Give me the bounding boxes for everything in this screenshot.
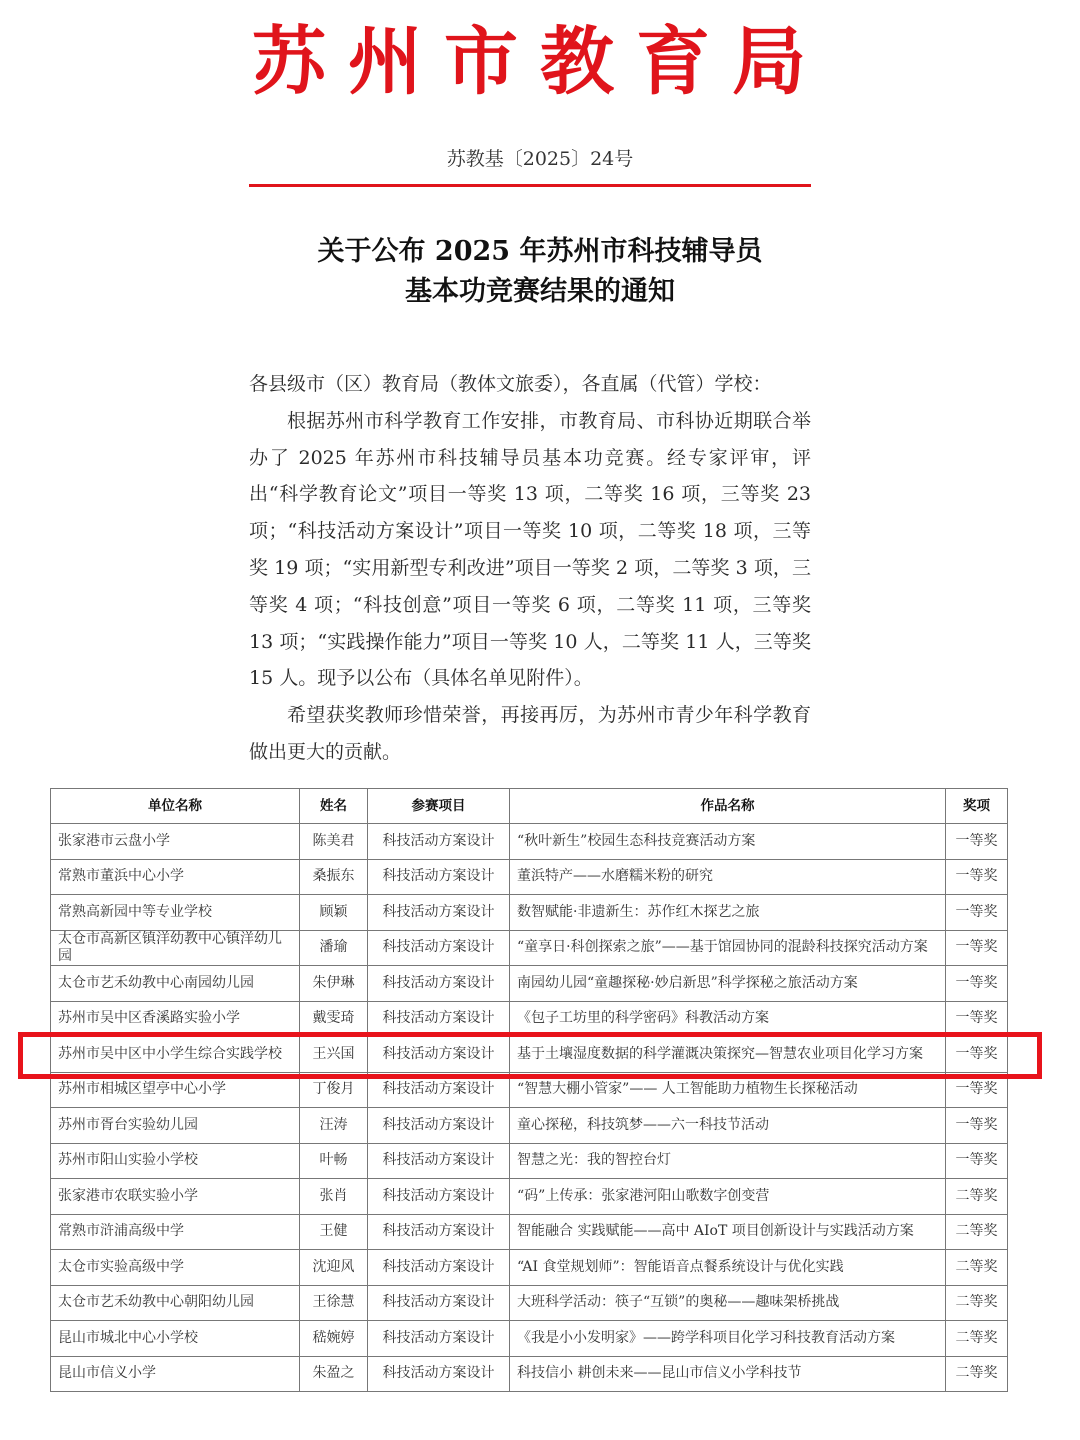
column-header-work: 作品名称 <box>510 789 946 824</box>
unit-cell: 昆山市信义小学 <box>51 1356 300 1392</box>
unit-cell: 苏州市相城区望亭中心小学 <box>51 1072 300 1108</box>
award-cell: 一等奖 <box>946 859 1008 895</box>
award-cell: 一等奖 <box>946 966 1008 1002</box>
project-cell: 科技活动方案设计 <box>368 895 510 931</box>
project-cell: 科技活动方案设计 <box>368 966 510 1002</box>
work-cell: 《我是小小发明家》——跨学科项目化学习科技教育活动方案 <box>510 1321 946 1357</box>
name-cell: 朱盈之 <box>300 1356 368 1392</box>
name-cell: 沈迎风 <box>300 1250 368 1286</box>
award-cell: 二等奖 <box>946 1356 1008 1392</box>
name-cell: 王徐慧 <box>300 1285 368 1321</box>
unit-cell: 常熟市董浜中心小学 <box>51 859 300 895</box>
work-cell: 基于土壤湿度数据的科学灌溉决策探究—智慧农业项目化学习方案 <box>510 1037 946 1073</box>
table-row <box>51 1356 1008 1392</box>
table-row <box>51 824 1008 860</box>
table-row <box>51 1179 1008 1215</box>
project-cell: 科技活动方案设计 <box>368 1072 510 1108</box>
name-cell: 丁俊月 <box>300 1072 368 1108</box>
project-cell: 科技活动方案设计 <box>368 1321 510 1357</box>
awards-table <box>50 788 1008 1392</box>
project-cell: 科技活动方案设计 <box>368 1250 510 1286</box>
name-cell: 张肖 <box>300 1179 368 1215</box>
unit-cell: 张家港市云盘小学 <box>51 824 300 860</box>
project-cell: 科技活动方案设计 <box>368 824 510 860</box>
project-cell: 科技活动方案设计 <box>368 930 510 966</box>
highlight-box <box>18 1032 1042 1079</box>
work-cell: 数智赋能·非遗新生：苏作红木探艺之旅 <box>510 895 946 931</box>
award-cell: 二等奖 <box>946 1321 1008 1357</box>
project-cell: 科技活动方案设计 <box>368 859 510 895</box>
unit-cell: 太仓市艺禾幼教中心南园幼儿园 <box>51 966 300 1002</box>
work-cell: “童享日·科创探索之旅”——基于馆园协同的混龄科技探究活动方案 <box>510 930 946 966</box>
column-header-award: 奖项 <box>946 789 1008 824</box>
award-cell: 一等奖 <box>946 1108 1008 1144</box>
name-cell: 桑振东 <box>300 859 368 895</box>
project-cell: 科技活动方案设计 <box>368 1001 510 1037</box>
red-divider <box>249 184 811 187</box>
issuer-title: 苏州市教育局 <box>252 19 828 105</box>
document-number: 苏教基〔2025〕24号 <box>446 148 634 170</box>
name-cell: 戴雯琦 <box>300 1001 368 1037</box>
award-cell: 一等奖 <box>946 1001 1008 1037</box>
column-header-unit: 单位名称 <box>51 789 300 824</box>
unit-cell: 太仓市艺禾幼教中心朝阳幼儿园 <box>51 1285 300 1321</box>
unit-cell: 常熟高新园中等专业学校 <box>51 895 300 931</box>
notice-title <box>0 232 1080 312</box>
table-row <box>51 1250 1008 1286</box>
unit-cell: 苏州市吴中区香溪路实验小学 <box>51 1001 300 1037</box>
work-cell: 科技信小 耕创未来——昆山市信义小学科技节 <box>510 1356 946 1392</box>
award-cell: 一等奖 <box>946 1037 1008 1073</box>
table-row <box>51 1143 1008 1179</box>
table-row <box>51 895 1008 931</box>
work-cell: “码”上传承：张家港河阳山歌数字创变营 <box>510 1179 946 1215</box>
column-header-project: 参赛项目 <box>368 789 510 824</box>
name-cell: 嵇婉婷 <box>300 1321 368 1357</box>
project-cell: 科技活动方案设计 <box>368 1143 510 1179</box>
name-cell: 王健 <box>300 1214 368 1250</box>
unit-cell: 昆山市城北中心小学校 <box>51 1321 300 1357</box>
project-cell: 科技活动方案设计 <box>368 1214 510 1250</box>
table-row <box>51 1285 1008 1321</box>
unit-cell: 苏州市吴中区中小学生综合实践学校 <box>51 1037 300 1073</box>
award-cell: 一等奖 <box>946 824 1008 860</box>
work-cell: 董浜特产——水磨糯米粉的研究 <box>510 859 946 895</box>
table-row <box>51 1214 1008 1250</box>
name-cell: 王兴国 <box>300 1037 368 1073</box>
work-cell: 智能融合 实践赋能——高中 AIoT 项目创新设计与实践活动方案 <box>510 1214 946 1250</box>
notice-title-line-1: 关于公布 2025 年苏州市科技辅导员 <box>317 236 763 267</box>
award-cell: 一等奖 <box>946 1143 1008 1179</box>
name-cell: 顾颖 <box>300 895 368 931</box>
column-header-name: 姓名 <box>300 789 368 824</box>
project-cell: 科技活动方案设计 <box>368 1037 510 1073</box>
notice-title-line-2: 基本功竞赛结果的通知 <box>405 276 675 307</box>
table-row <box>51 930 1008 966</box>
project-cell: 科技活动方案设计 <box>368 1179 510 1215</box>
unit-cell: 苏州市阳山实验小学校 <box>51 1143 300 1179</box>
table-row <box>51 1108 1008 1144</box>
work-cell: 《包子工坊里的科学密码》科教活动方案 <box>510 1001 946 1037</box>
unit-cell: 常熟市浒浦高级中学 <box>51 1214 300 1250</box>
award-cell: 二等奖 <box>946 1214 1008 1250</box>
project-cell: 科技活动方案设计 <box>368 1356 510 1392</box>
work-cell: 智慧之光：我的智控台灯 <box>510 1143 946 1179</box>
work-cell: 童心探秘，科技筑梦——六一科技节活动 <box>510 1108 946 1144</box>
unit-cell: 太仓市实验高级中学 <box>51 1250 300 1286</box>
body-paragraph-1: 根据苏州市科学教育工作安排，市教育局、市科协近期联合举办了 2025 年苏州市科技辅导员基本功竞赛。经专家评审，评出“科学教育论文”项目一等奖 13 项，二等奖 16 项，三等奖 23 项；“科技活动方案设计”项目一等奖 10 项，二等奖 18 项，三等奖 19 项；“实用新型专利改进”项目一等奖 2 项，二等奖 3 项，三等奖 4 项；“科技创意”项目一等奖 6 项，二等奖 11 项，三等奖 13 项；“实践操作能力”项目一等奖 10 人，二等奖 11 人，三等奖 15 人。现予以公布（具体名单见附件）。 <box>249 409 811 690</box>
name-cell: 叶畅 <box>300 1143 368 1179</box>
notice-body <box>249 366 811 771</box>
body-paragraph-2: 希望获奖教师珍惜荣誉，再接再厉，为苏州市青少年科学教育做出更大的贡献。 <box>249 704 811 763</box>
award-cell: 二等奖 <box>946 1285 1008 1321</box>
table-header-row <box>51 789 1008 824</box>
work-cell: 大班科学活动：筷子“互锁”的奥秘——趣味架桥挑战 <box>510 1285 946 1321</box>
name-cell: 汪涛 <box>300 1108 368 1144</box>
project-cell: 科技活动方案设计 <box>368 1108 510 1144</box>
award-cell: 一等奖 <box>946 1072 1008 1108</box>
award-cell: 一等奖 <box>946 930 1008 966</box>
table-row <box>51 1321 1008 1357</box>
award-cell: 一等奖 <box>946 895 1008 931</box>
award-cell: 二等奖 <box>946 1250 1008 1286</box>
work-cell: “智慧大棚小管家”—— 人工智能助力植物生长探秘活动 <box>510 1072 946 1108</box>
unit-cell: 张家港市农联实验小学 <box>51 1179 300 1215</box>
name-cell: 陈美君 <box>300 824 368 860</box>
award-cell: 二等奖 <box>946 1179 1008 1215</box>
work-cell: “AI 食堂规划师”：智能语音点餐系统设计与优化实践 <box>510 1250 946 1286</box>
table-row <box>51 859 1008 895</box>
name-cell: 潘瑜 <box>300 930 368 966</box>
table-row <box>51 966 1008 1002</box>
unit-cell: 苏州市胥台实验幼儿园 <box>51 1108 300 1144</box>
project-cell: 科技活动方案设计 <box>368 1285 510 1321</box>
work-cell: 南园幼儿园“童趣探秘·妙启新思”科学探秘之旅活动方案 <box>510 966 946 1002</box>
name-cell: 朱伊琳 <box>300 966 368 1002</box>
unit-cell: 太仓市高新区镇洋幼教中心镇洋幼儿园 <box>51 930 300 966</box>
salutation: 各县级市（区）教育局（教体文旅委），各直属（代管）学校： <box>249 373 772 395</box>
work-cell: “秋叶新生”校园生态科技竞赛活动方案 <box>510 824 946 860</box>
